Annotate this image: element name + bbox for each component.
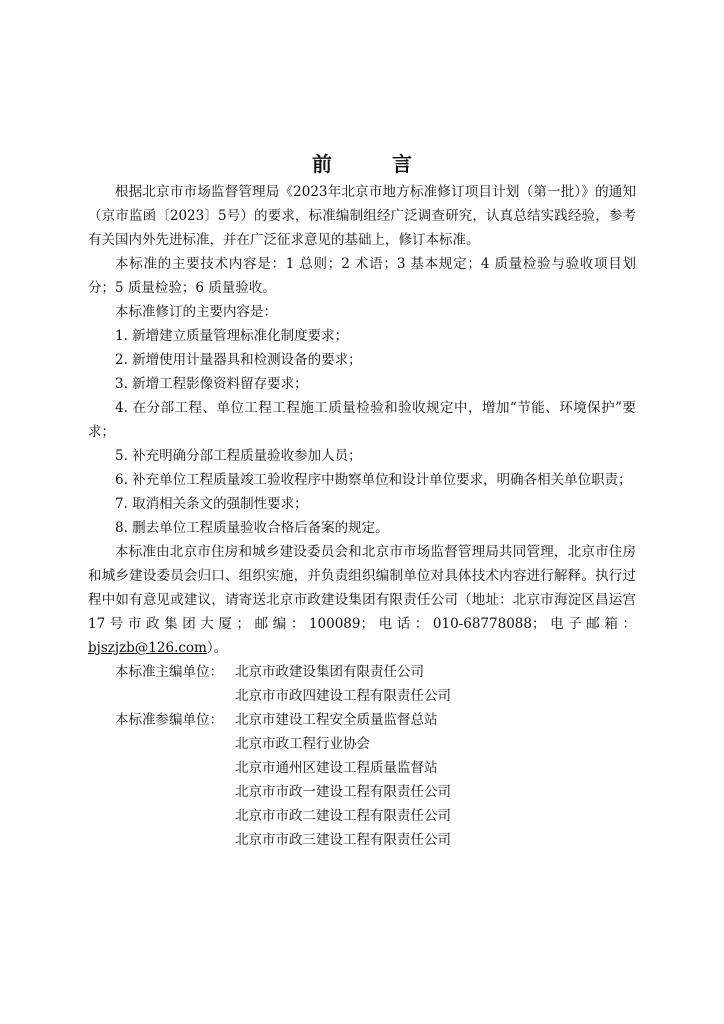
- chief-units-block: [88, 660, 636, 708]
- revision-item: 3. 新增工程影像资料留存要求；: [115, 376, 308, 392]
- management-text: 本标准由北京市住房和城乡建设委员会和北京市市场监督管理局共同管理，北京市住房和城乡建设委员会归口、组织实施，并负责组织编制单位对具体技术内容进行解释。执行过程中如有意见或建议，请寄送北京市政建设集团有限责任公司（地址：北京市海淀区昌运宫17号市政集团大厦；邮编：100089；电话：010-68778088；电子邮箱：: [88, 544, 636, 632]
- intro-paragraph: 根据北京市市场监督管理局《2023年北京市地方标准修订项目计划（第一批）》的通知（京市监函〔2023〕5号）的要求，标准编制组经广泛调查研究，认真总结实践经验，参考有关国内外先进标准，并在广泛征求意见的基础上，修订本标准。: [88, 184, 636, 248]
- participating-units-list: [235, 708, 451, 852]
- technical-content-paragraph: 本标准的主要技术内容是：1 总则；2 术语；3 基本规定；4 质量检验与验收项目划分；5 质量检验；6 质量验收。: [88, 256, 636, 296]
- chief-units-label: 本标准主编单位：: [115, 664, 223, 680]
- contact-email[interactable]: bjszjzb@126.com: [88, 640, 207, 656]
- participating-units-label: 本标准参编单位：: [115, 712, 223, 728]
- revision-item: 8. 删去单位工程质量验收合格后备案的规定。: [115, 520, 389, 536]
- participating-unit: 北京市政工程行业协会: [235, 736, 370, 752]
- revision-item: 6. 补充单位工程质量竣工验收程序中勘察单位和设计单位要求，明确各相关单位职责；: [115, 472, 632, 488]
- participating-unit: 北京市建设工程安全质量监督总站: [235, 712, 438, 728]
- chief-unit: 北京市市政四建设工程有限责任公司: [235, 688, 451, 704]
- participating-unit: 北京市市政二建设工程有限责任公司: [235, 808, 451, 824]
- document-body: [88, 180, 636, 852]
- participating-unit: 北京市市政三建设工程有限责任公司: [235, 832, 451, 848]
- revision-item: 7. 取消相关条文的强制性要求；: [115, 496, 308, 512]
- chief-unit: 北京市政建设集团有限责任公司: [235, 664, 424, 680]
- revision-item: 4. 在分部工程、单位工程工程施工质量检验和验收规定中，增加“节能、环境保护”要求；: [88, 400, 636, 440]
- management-paragraph: [88, 540, 636, 660]
- revision-intro-paragraph: 本标准修订的主要内容是：: [115, 304, 277, 320]
- revision-item: 5. 补充明确分部工程质量验收参加人员；: [115, 448, 362, 464]
- page-title: 前 言: [312, 152, 432, 176]
- participating-unit: 北京市通州区建设工程质量监督站: [235, 760, 438, 776]
- revision-item: 2. 新增使用计量器具和检测设备的要求；: [115, 352, 362, 368]
- participating-units-block: [88, 708, 636, 852]
- chief-units-list: [235, 660, 451, 708]
- management-text-end: ）。: [206, 640, 228, 656]
- revision-item: 1. 新增建立质量管理标准化制度要求；: [115, 328, 349, 344]
- participating-unit: 北京市市政一建设工程有限责任公司: [235, 784, 451, 800]
